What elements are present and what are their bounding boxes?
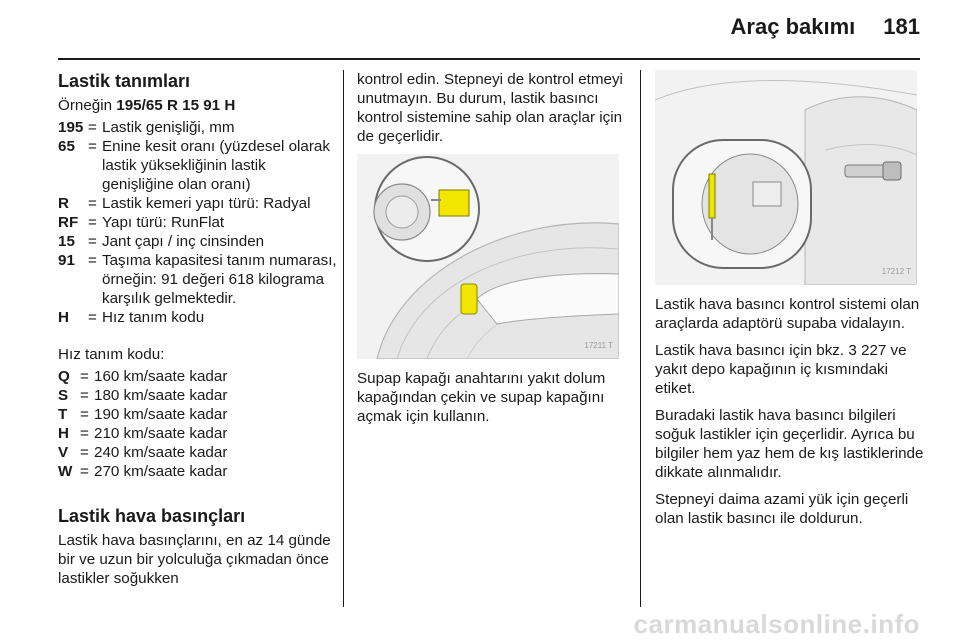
heading-tire-pressure: Lastik hava basınçları bbox=[58, 506, 246, 526]
column-divider-1 bbox=[343, 70, 344, 607]
ref-prefix: Lastik hava basıncı için bkz. bbox=[655, 342, 849, 359]
paragraph-spare-tire: Stepneyi daima azami yük için geçerli olan lastik basıncı ile doldurun. bbox=[655, 491, 909, 527]
def-key: R bbox=[58, 195, 69, 212]
watermark: carmanualsonline.info bbox=[633, 609, 920, 639]
heading-tire-designations: Lastik tanımları bbox=[58, 71, 191, 91]
example-code: 195/65 R 15 91 H bbox=[116, 97, 236, 114]
figure-code: 17211 T bbox=[584, 341, 613, 350]
speed-key: V bbox=[58, 444, 69, 461]
section-title: Araç bakımı bbox=[730, 14, 856, 39]
def-text: Taşıma kapasitesi tanım numarası, örneğin: 91 değeri 618 kilograma karşılık gelmektedir. bbox=[102, 252, 337, 307]
page-header bbox=[731, 14, 920, 40]
reference-arrow-icon: 3 bbox=[848, 342, 857, 359]
def-text: Jant çapı / inç cinsinden bbox=[102, 233, 265, 250]
definition-list bbox=[58, 118, 338, 327]
column-1 bbox=[58, 70, 338, 596]
column-divider-2 bbox=[640, 70, 641, 607]
figure-valve-cap-key bbox=[357, 154, 619, 359]
def-text: Yapı türü: RunFlat bbox=[102, 214, 225, 231]
speed-key: Q bbox=[58, 368, 70, 385]
speed-eq: = bbox=[80, 444, 89, 461]
speed-eq: = bbox=[80, 368, 89, 385]
intro-paragraph: kontrol edin. Stepneyi de kontrol etmeyi unutmayın. Bu durum, lastik basıncı kontrol sistemine sahip olan araçlar için de geçerlidir. bbox=[357, 71, 623, 145]
speed-key: T bbox=[58, 406, 68, 423]
speed-key: S bbox=[58, 387, 69, 404]
speed-eq: = bbox=[80, 463, 89, 480]
illustration-adapter-on-valve bbox=[655, 70, 917, 285]
header-rule bbox=[58, 58, 920, 60]
def-eq: = bbox=[88, 138, 97, 155]
def-eq: = bbox=[88, 309, 97, 326]
paragraph-cold-tires: Buradaki lastik hava basıncı bilgileri soğuk lastikler için geçerlidir. Ayrıca bu bilgiler hem yaz hem de kış lastiklerinde dikkate alınmalıdır. bbox=[655, 407, 924, 481]
column-2 bbox=[357, 70, 627, 434]
def-key: 195 bbox=[58, 119, 84, 136]
speed-text: 210 km/saate kadar bbox=[94, 425, 228, 442]
figure-code: 17212 T bbox=[881, 267, 911, 276]
pressure-paragraph: Lastik hava basınçlarını, en az 14 günde bir ve uzun bir yolculuğa çıkmadan önce lastikler soğukken bbox=[58, 532, 331, 587]
def-eq: = bbox=[88, 195, 97, 212]
def-key: RF bbox=[58, 214, 79, 231]
illustration-fuel-flap-and-tire bbox=[357, 154, 619, 359]
speed-eq: = bbox=[80, 406, 89, 423]
speed-text: 240 km/saate kadar bbox=[94, 444, 228, 461]
speed-eq: = bbox=[80, 387, 89, 404]
figure-caption: Supap kapağı anahtarını yakıt dolum kapağından çekin ve supap kapağını açmak için kullanın. bbox=[357, 370, 606, 425]
speed-key: H bbox=[58, 425, 69, 442]
def-text: Lastik kemeri yapı türü: Radyal bbox=[102, 195, 311, 212]
def-text: Lastik genişliği, mm bbox=[102, 119, 235, 136]
def-eq: = bbox=[88, 252, 97, 269]
def-key: 15 bbox=[58, 233, 75, 250]
example-prefix: Örneğin bbox=[58, 97, 117, 114]
speed-key: W bbox=[58, 463, 73, 480]
def-key: 65 bbox=[58, 138, 75, 155]
ref-page: 227 ve yakıt depo kapağının iç kısmındaki etiket. bbox=[655, 342, 907, 397]
paragraph-adapter: Lastik hava basıncı kontrol sistemi olan araçlarda adaptörü supaba vidalayın. bbox=[655, 296, 920, 332]
def-text: Enine kesit oranı (yüzdesel olarak lastik yüksekliğinin lastik genişliğine olan oranı) bbox=[102, 138, 330, 193]
def-key: H bbox=[58, 309, 69, 326]
speed-text: 270 km/saate kadar bbox=[94, 463, 228, 480]
figure-adapter bbox=[655, 70, 917, 285]
column-3 bbox=[655, 70, 925, 536]
speed-text: 160 km/saate kadar bbox=[94, 368, 228, 385]
def-text: Hız tanım kodu bbox=[102, 309, 205, 326]
speed-eq: = bbox=[80, 425, 89, 442]
def-eq: = bbox=[88, 214, 97, 231]
def-key: 91 bbox=[58, 252, 75, 269]
speed-text: 180 km/saate kadar bbox=[94, 387, 228, 404]
def-eq: = bbox=[88, 233, 97, 250]
speed-text: 190 km/saate kadar bbox=[94, 406, 228, 423]
example-line bbox=[58, 96, 338, 115]
speed-code-list bbox=[58, 367, 338, 481]
page-number: 181 bbox=[883, 14, 920, 39]
def-eq: = bbox=[88, 119, 97, 136]
speed-code-heading: Hız tanım kodu: bbox=[58, 346, 165, 363]
paragraph-pressure-ref bbox=[655, 341, 925, 398]
